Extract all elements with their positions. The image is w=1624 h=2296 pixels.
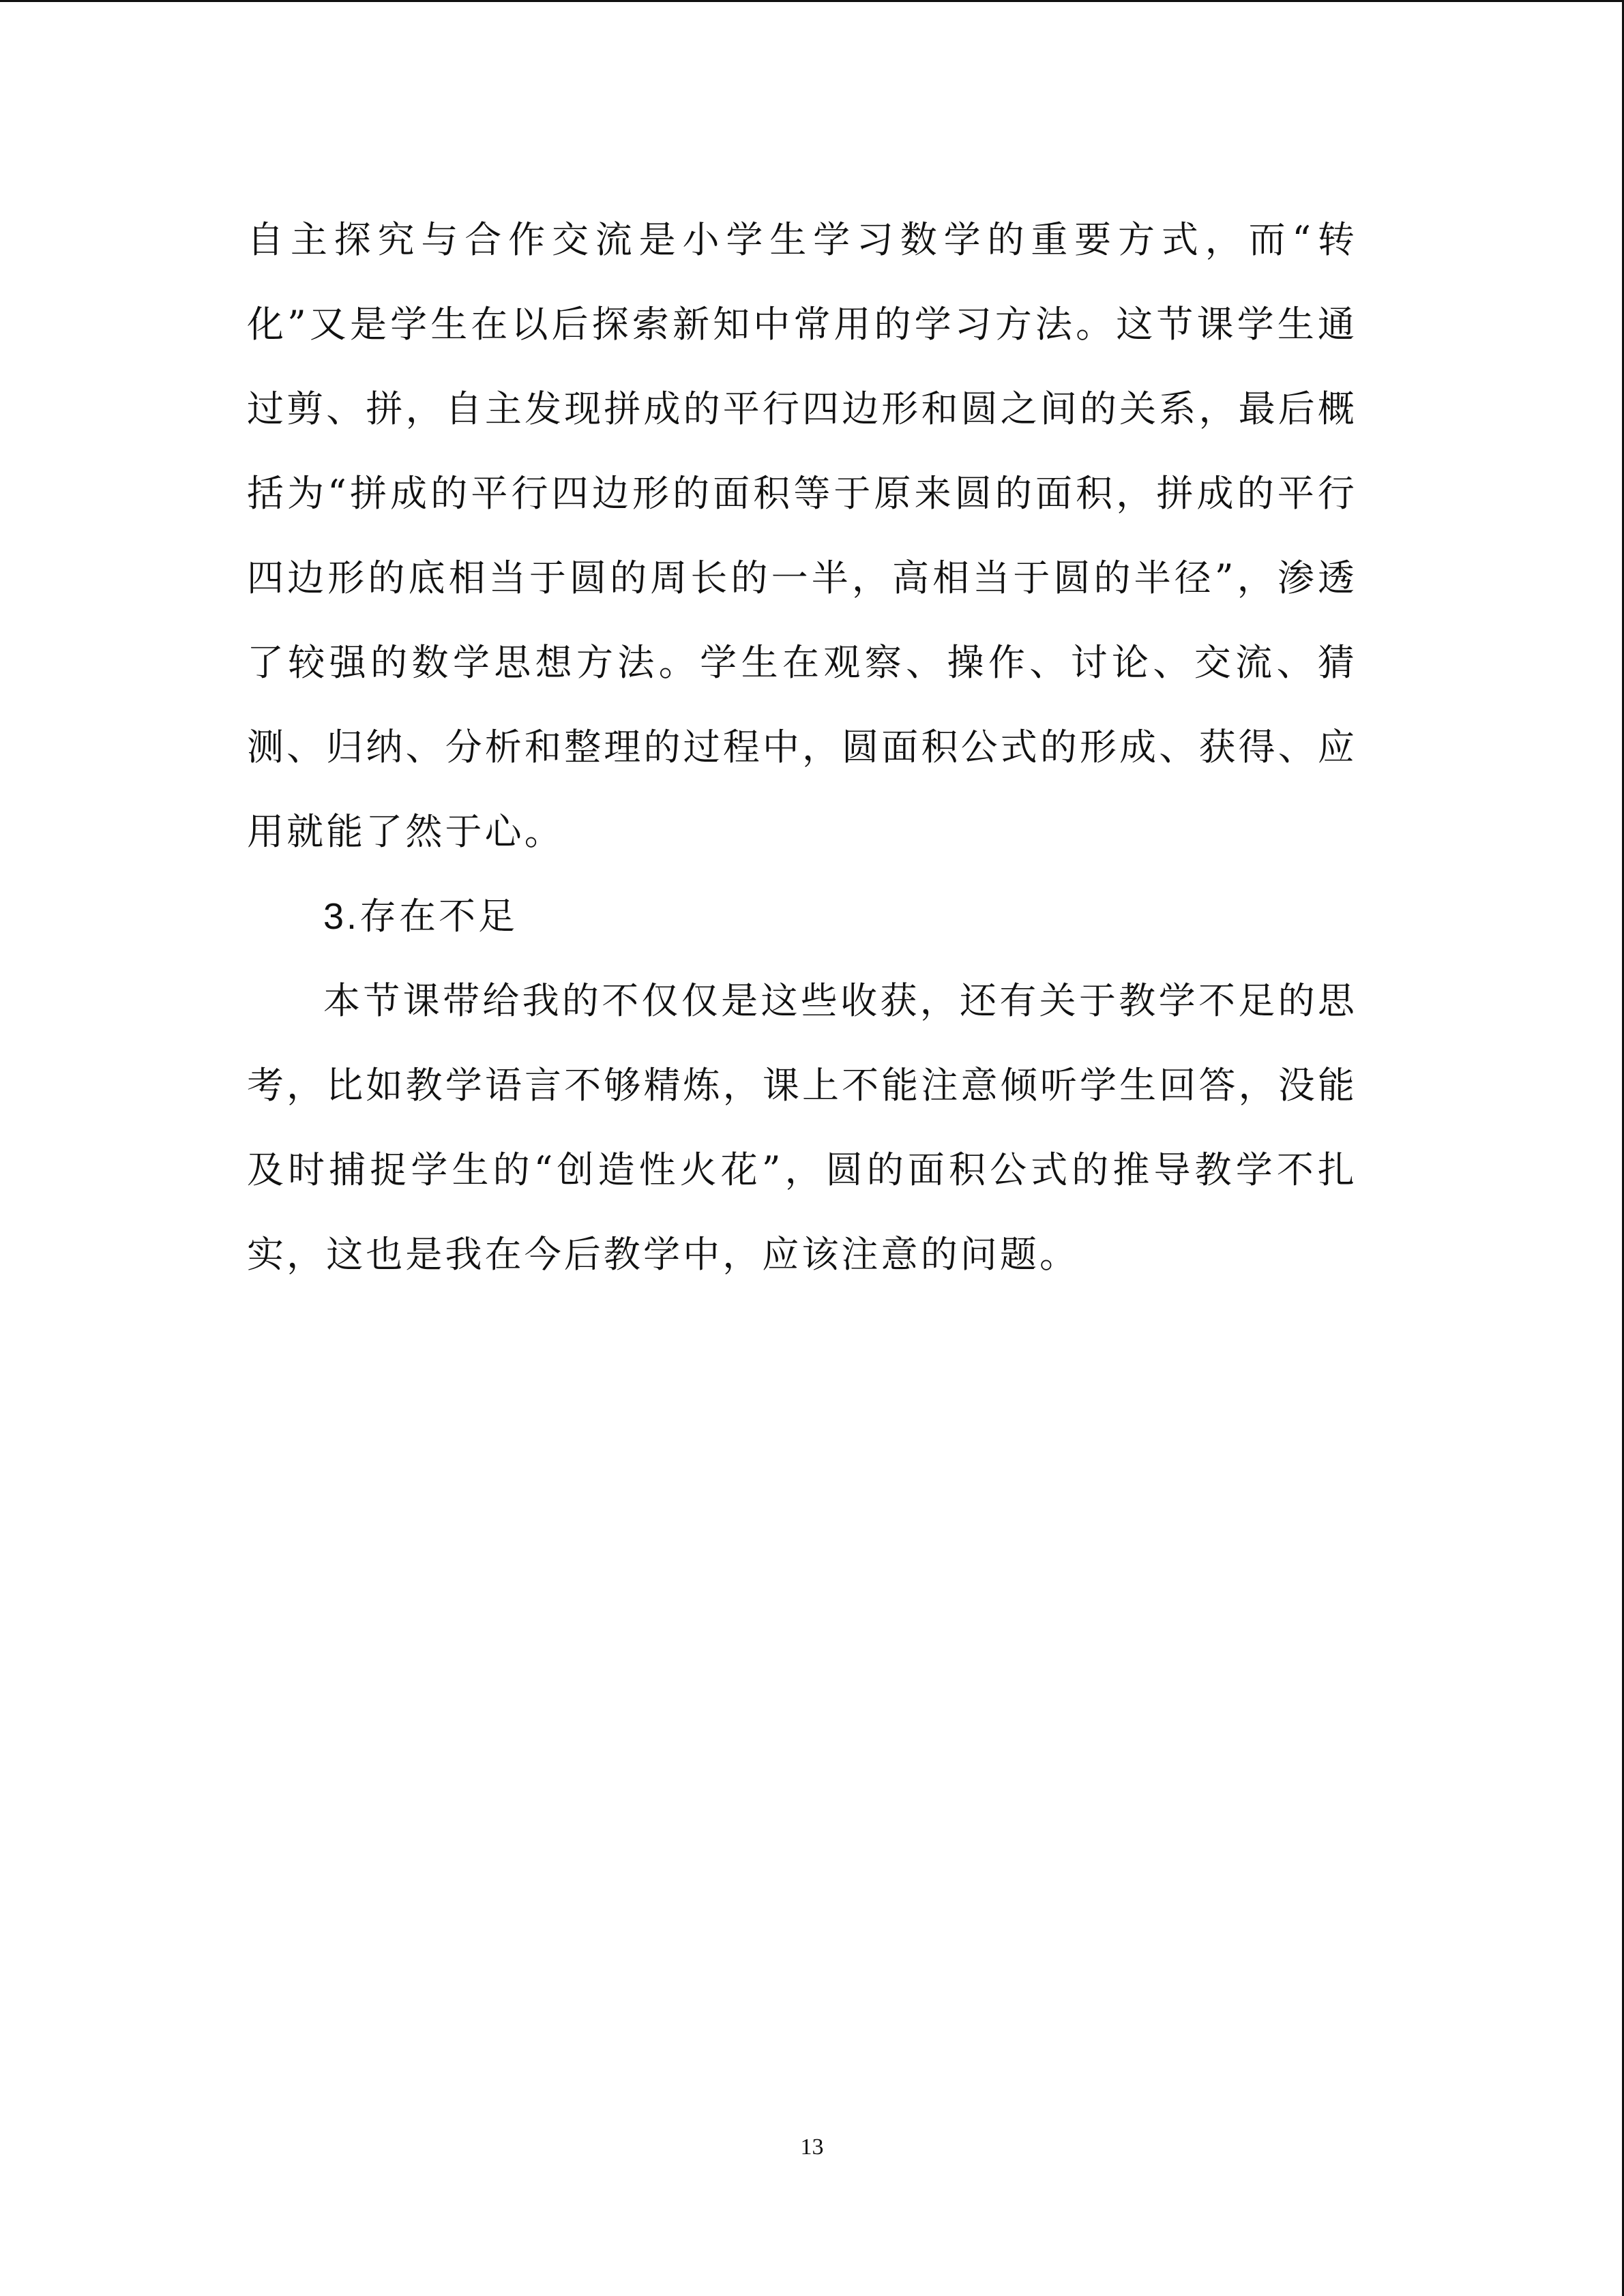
page-border-top (0, 0, 1624, 2)
paragraph-shortcomings: 本节课带给我的不仅仅是这些收获，还有关于教学不足的思考，比如教学语言不够精炼，课上不能注意倾听学生回答，没能及时捕捉学生的“创造性火花”，圆的面积公式的推导教学不扎实，这也是我在今后教学中，应该注意的问题。 (247, 979, 1357, 1276)
paragraph-transformation-method: 自主探究与合作交流是小学生学习数学的重要方式，而“转化”又是学生在以后探索新知中常用的学习方法。这节课学生通过剪、拼，自主发现拼成的平行四边形和圆之间的关系，最后概括为“拼成的平行四边形的面积等于原来圆的面积，拼成的平行四边形的底相当于圆的周长的一半，高相当于圆的半径”，渗透了较强的数学思想方法。学生在观察、操作、讨论、交流、猜测、归纳、分析和整理的过程中，圆面积公式的形成、获得、应用就能了然于心。 (247, 218, 1357, 853)
section-title: 存在不足 (359, 895, 518, 938)
section-heading-shortcomings (247, 874, 1357, 959)
page-number: 13 (800, 2134, 824, 2160)
document-body (247, 198, 1357, 1297)
section-number: 3. (323, 896, 360, 937)
